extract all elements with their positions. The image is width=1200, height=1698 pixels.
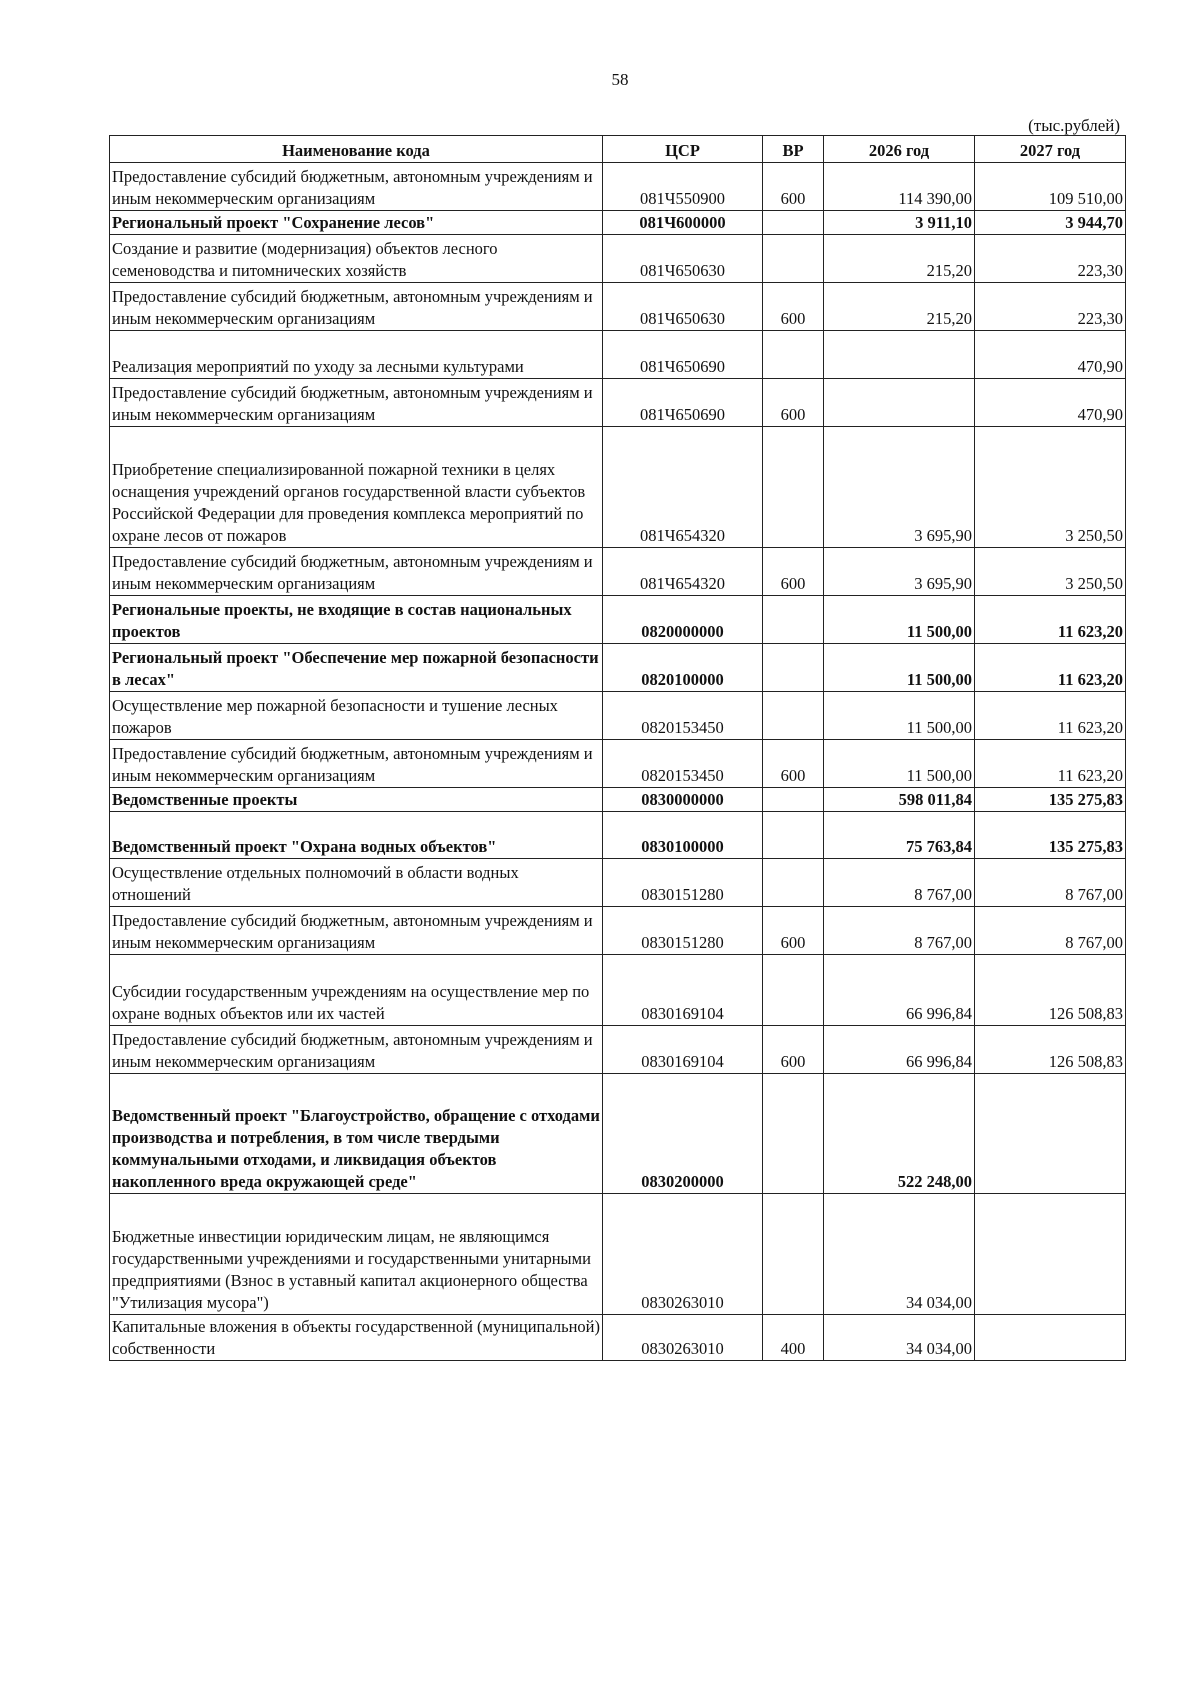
cell-vr: 600: [763, 283, 824, 331]
column-header-2027: 2027 год: [975, 136, 1126, 163]
cell-vr: 600: [763, 740, 824, 788]
cell-2026: 215,20: [824, 235, 975, 283]
cell-vr: [763, 427, 824, 548]
table-row: [110, 1074, 1126, 1194]
cell-2027: 8 767,00: [975, 859, 1126, 907]
cell-csr: 0820153450: [603, 740, 763, 788]
cell-csr: 081Ч654320: [603, 548, 763, 596]
cell-2026: 114 390,00: [824, 163, 975, 211]
cell-2026: 8 767,00: [824, 859, 975, 907]
cell-csr: 0830000000: [603, 788, 763, 812]
units-label: (тыс.рублей): [1028, 116, 1120, 135]
table-row: [110, 283, 1126, 331]
table-row: [110, 859, 1126, 907]
column-header-csr: ЦСР: [603, 136, 763, 163]
table-row: [110, 427, 1126, 548]
cell-2026: [824, 379, 975, 427]
column-header-2026: 2026 год: [824, 136, 975, 163]
cell-2027: 223,30: [975, 235, 1126, 283]
cell-name: Региональный проект "Обеспечение мер пожарной безопасности в лесах": [110, 644, 603, 692]
cell-csr: 0830169104: [603, 955, 763, 1026]
cell-name: Ведомственный проект "Охрана водных объектов": [110, 812, 603, 859]
cell-2026: 8 767,00: [824, 907, 975, 955]
cell-name: Приобретение специализированной пожарной техники в целях оснащения учреждений органов государственной власти субъектов Российской Федерации для проведения комплекса мероприятий по охране лесов от пожаров: [110, 427, 603, 548]
cell-csr: 0830200000: [603, 1074, 763, 1194]
column-header-name: Наименование кода: [110, 136, 603, 163]
cell-2026: 11 500,00: [824, 740, 975, 788]
cell-name: Ведомственные проекты: [110, 788, 603, 812]
cell-name: Региональный проект "Сохранение лесов": [110, 211, 603, 235]
cell-2026: 11 500,00: [824, 692, 975, 740]
cell-2026: [824, 331, 975, 379]
cell-csr: 081Ч654320: [603, 427, 763, 548]
cell-csr: 081Ч650630: [603, 235, 763, 283]
cell-name: Предоставление субсидий бюджетным, автономным учреждениям и иным некоммерческим организациям: [110, 1026, 603, 1074]
cell-csr: 081Ч650690: [603, 331, 763, 379]
cell-vr: [763, 859, 824, 907]
cell-2027: 3 250,50: [975, 427, 1126, 548]
table-row: [110, 1026, 1126, 1074]
cell-vr: [763, 788, 824, 812]
cell-name: Предоставление субсидий бюджетным, автономным учреждениям и иным некоммерческим организациям: [110, 740, 603, 788]
cell-2026: 598 011,84: [824, 788, 975, 812]
table-row: [110, 235, 1126, 283]
cell-2026: 215,20: [824, 283, 975, 331]
cell-name: Ведомственный проект "Благоустройство, обращение с отходами производства и потребления, в том числе твердыми коммунальными отходами, и ликвидация объектов накопленного вреда окружающей среде": [110, 1074, 603, 1194]
cell-2027: 8 767,00: [975, 907, 1126, 955]
table-row: [110, 163, 1126, 211]
table-row: [110, 740, 1126, 788]
table-row: [110, 955, 1126, 1026]
cell-csr: 0820100000: [603, 644, 763, 692]
cell-2026: 3 695,90: [824, 548, 975, 596]
cell-2027: 126 508,83: [975, 1026, 1126, 1074]
cell-2026: 66 996,84: [824, 1026, 975, 1074]
cell-vr: [763, 331, 824, 379]
cell-2026: 3 911,10: [824, 211, 975, 235]
cell-name: Осуществление мер пожарной безопасности и тушение лесных пожаров: [110, 692, 603, 740]
column-header-vr: ВР: [763, 136, 824, 163]
table-row: [110, 788, 1126, 812]
cell-csr: 0820000000: [603, 596, 763, 644]
cell-2027: 109 510,00: [975, 163, 1126, 211]
table-row: [110, 812, 1126, 859]
cell-name: Предоставление субсидий бюджетным, автономным учреждениям и иным некоммерческим организациям: [110, 907, 603, 955]
cell-csr: 0830151280: [603, 907, 763, 955]
cell-2027: 11 623,20: [975, 644, 1126, 692]
cell-2027: 11 623,20: [975, 740, 1126, 788]
cell-name: Предоставление субсидий бюджетным, автономным учреждениям и иным некоммерческим организациям: [110, 379, 603, 427]
cell-vr: [763, 955, 824, 1026]
cell-name: Реализация мероприятий по уходу за лесными культурами: [110, 331, 603, 379]
cell-vr: [763, 1194, 824, 1315]
cell-csr: 0830263010: [603, 1194, 763, 1315]
cell-2027: 3 944,70: [975, 211, 1126, 235]
table-row: [110, 596, 1126, 644]
table-row: [110, 548, 1126, 596]
cell-2027: 11 623,20: [975, 692, 1126, 740]
table-row: [110, 907, 1126, 955]
cell-name: Бюджетные инвестиции юридическим лицам, не являющимся государственными учреждениями и государственными унитарными предприятиями (Взнос в уставный капитал акционерного общества "Утилизация мусора"): [110, 1194, 603, 1315]
cell-csr: 0820153450: [603, 692, 763, 740]
cell-vr: [763, 235, 824, 283]
page-number: 58: [611, 70, 629, 89]
cell-2027: [975, 1315, 1126, 1361]
cell-vr: 400: [763, 1315, 824, 1361]
cell-2026: 522 248,00: [824, 1074, 975, 1194]
cell-2026: 34 034,00: [824, 1194, 975, 1315]
cell-2026: 34 034,00: [824, 1315, 975, 1361]
cell-name: Создание и развитие (модернизация) объектов лесного семеноводства и питомнических хозяйств: [110, 235, 603, 283]
cell-csr: 081Ч650630: [603, 283, 763, 331]
cell-2027: 223,30: [975, 283, 1126, 331]
cell-2026: 3 695,90: [824, 427, 975, 548]
cell-name: Предоставление субсидий бюджетным, автономным учреждениям и иным некоммерческим организациям: [110, 163, 603, 211]
cell-name: Осуществление отдельных полномочий в области водных отношений: [110, 859, 603, 907]
cell-name: Предоставление субсидий бюджетным, автономным учреждениям и иным некоммерческим организациям: [110, 283, 603, 331]
cell-vr: [763, 644, 824, 692]
cell-name: Капитальные вложения в объекты государственной (муниципальной) собственности: [110, 1315, 603, 1361]
cell-2027: 11 623,20: [975, 596, 1126, 644]
cell-vr: 600: [763, 379, 824, 427]
cell-csr: 0830100000: [603, 812, 763, 859]
cell-2026: 75 763,84: [824, 812, 975, 859]
cell-2027: 470,90: [975, 379, 1126, 427]
cell-2026: 11 500,00: [824, 596, 975, 644]
table-row: [110, 379, 1126, 427]
cell-vr: [763, 812, 824, 859]
cell-csr: 081Ч650690: [603, 379, 763, 427]
cell-vr: 600: [763, 548, 824, 596]
table-row: [110, 644, 1126, 692]
cell-csr: 0830169104: [603, 1026, 763, 1074]
table-row: [110, 692, 1126, 740]
cell-vr: [763, 692, 824, 740]
cell-vr: 600: [763, 1026, 824, 1074]
cell-2027: 3 250,50: [975, 548, 1126, 596]
budget-table: [109, 135, 1126, 1361]
cell-2027: 135 275,83: [975, 788, 1126, 812]
table-row: [110, 331, 1126, 379]
table-header-row: [110, 136, 1126, 163]
cell-csr: 0830151280: [603, 859, 763, 907]
cell-name: Предоставление субсидий бюджетным, автономным учреждениям и иным некоммерческим организациям: [110, 548, 603, 596]
cell-name: Региональные проекты, не входящие в состав национальных проектов: [110, 596, 603, 644]
cell-2027: 126 508,83: [975, 955, 1126, 1026]
cell-vr: 600: [763, 163, 824, 211]
cell-vr: 600: [763, 907, 824, 955]
cell-vr: [763, 596, 824, 644]
cell-vr: [763, 1074, 824, 1194]
cell-2026: 11 500,00: [824, 644, 975, 692]
cell-2027: 135 275,83: [975, 812, 1126, 859]
cell-2027: [975, 1194, 1126, 1315]
cell-csr: 081Ч550900: [603, 163, 763, 211]
cell-csr: 081Ч600000: [603, 211, 763, 235]
cell-name: Субсидии государственным учреждениям на осуществление мер по охране водных объектов или их частей: [110, 955, 603, 1026]
table-row: [110, 1315, 1126, 1361]
cell-2026: 66 996,84: [824, 955, 975, 1026]
cell-2027: [975, 1074, 1126, 1194]
table-row: [110, 211, 1126, 235]
table-row: [110, 1194, 1126, 1315]
cell-2027: 470,90: [975, 331, 1126, 379]
cell-csr: 0830263010: [603, 1315, 763, 1361]
cell-vr: [763, 211, 824, 235]
